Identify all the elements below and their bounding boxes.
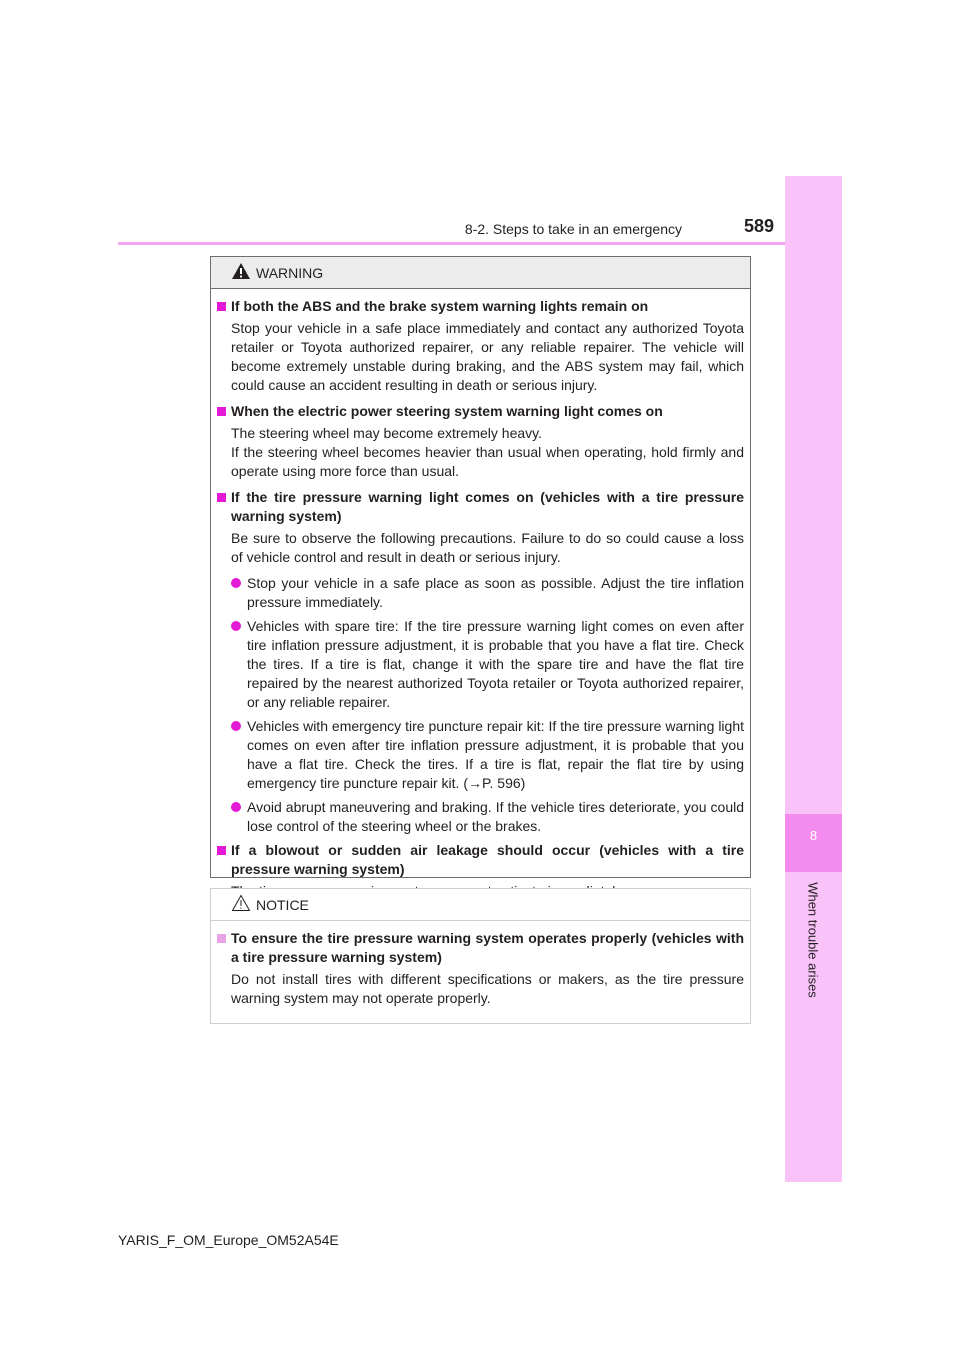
header-rule: [118, 242, 841, 245]
body-text: Be sure to observe the following precautions. Failure to do so could cause a loss of vehicle control and result in death or serious injury.: [231, 530, 744, 565]
document-id: YARIS_F_OM_Europe_OM52A54E: [118, 1232, 339, 1248]
warning-content: [217, 297, 744, 908]
notice-box: [210, 888, 751, 1024]
chapter-number-tab: [785, 814, 842, 872]
section-title: 8-2. Steps to take in an emergency: [464, 221, 682, 237]
warning-title: WARNING: [256, 265, 324, 281]
section-heading: When the electric power steering system warning light comes on: [217, 402, 744, 421]
chapter-side-tab: [785, 176, 842, 1182]
notice-header: [211, 889, 750, 921]
notice-title: NOTICE: [256, 897, 309, 913]
warning-box: [210, 256, 751, 878]
body-text: Do not install tires with different specifications or makers, as the tire pressure warning system may not operate properly.: [231, 971, 744, 1006]
body-text: If the steering wheel becomes heavier than usual when operating, hold firmly and operate using more force than usual.: [231, 444, 744, 479]
bullet-item: Vehicles with emergency tire puncture repair kit: If the tire pressure warning light comes on even after tire inflation pressure adjustment, it is probable that you have a flat tire. Check the tires. If a tire is flat, repair the flat tire by using emergency tire puncture repair kit. (→P. 596): [217, 717, 744, 793]
caution-icon: [231, 894, 251, 912]
body-text: The steering wheel may become extremely heavy.: [231, 425, 542, 441]
page-number: 589: [743, 216, 774, 236]
bullet-item: Stop your vehicle in a safe place as soon as possible. Adjust the tire inflation pressure immediately.: [217, 574, 744, 612]
warning-header: [211, 257, 750, 289]
bullet-item: Vehicles with spare tire: If the tire pressure warning light comes on even after tire inflation pressure adjustment, it is probable that you have a flat tire. Check the tires. If a tire is flat, change it with the spare tire and have the flat tire repaired by the nearest authorized Toyota retailer or Toyota authorized repairer, or any reliable repairer.: [217, 617, 744, 712]
chapter-title: When trouble arises: [805, 882, 821, 998]
chapter-number: 8: [809, 828, 818, 843]
warning-icon: [231, 262, 251, 280]
notice-content: [217, 929, 744, 1015]
section-heading: If the tire pressure warning light comes on (vehicles with a tire pressure warning system): [217, 488, 744, 526]
section-heading: To ensure the tire pressure warning system operates properly (vehicles with a tire pressure warning system): [217, 929, 744, 967]
section-heading: If both the ABS and the brake system warning lights remain on: [217, 297, 744, 316]
bullet-item: Avoid abrupt maneuvering and braking. If the vehicle tires deteriorate, you could lose control of the steering wheel or the brakes.: [217, 798, 744, 836]
body-text: Stop your vehicle in a safe place immediately and contact any authorized Toyota retailer or Toyota authorized repairer, or any reliable repairer. The vehicle will become extremely unstable during braking, and the ABS system may fail, which could cause an accident resulting in death or serious injury.: [231, 320, 744, 393]
section-heading: If a blowout or sudden air leakage should occur (vehicles with a tire pressure warning system): [217, 841, 744, 879]
